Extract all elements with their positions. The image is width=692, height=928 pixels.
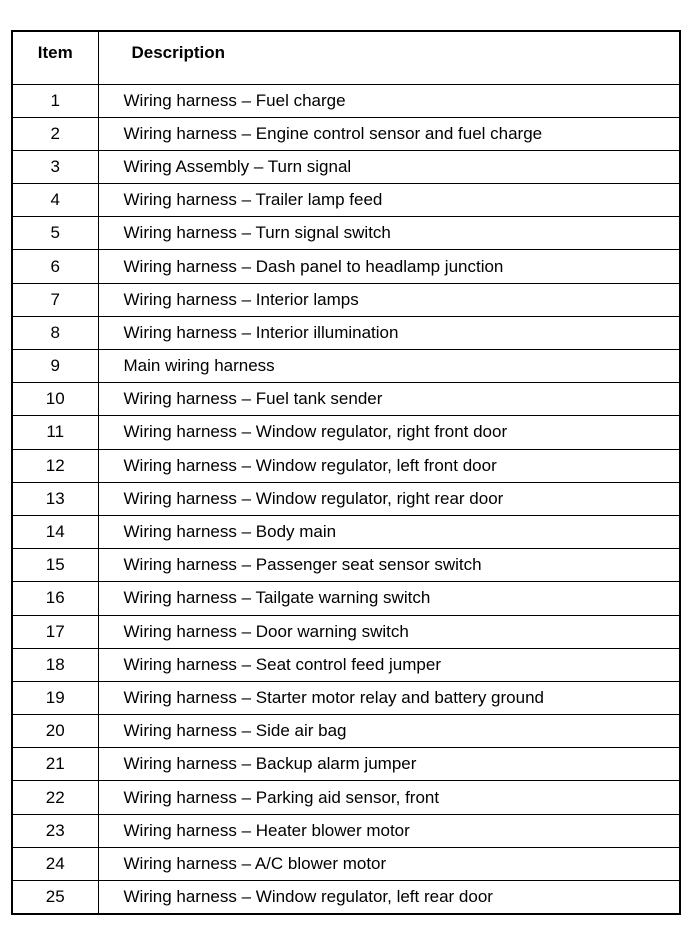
table-row [12,416,680,449]
description-cell: Wiring harness – A/C blower motor [98,847,680,880]
item-number-cell: 24 [12,847,98,880]
item-column-header: Item [12,31,98,84]
description-cell: Wiring harness – Trailer lamp feed [98,184,680,217]
table-body [12,84,680,914]
table-row [12,250,680,283]
description-cell: Wiring harness – Body main [98,515,680,548]
table-row [12,383,680,416]
item-number-cell: 18 [12,648,98,681]
description-cell: Wiring harness – Engine control sensor and fuel charge [98,117,680,150]
table-row [12,781,680,814]
table-row [12,482,680,515]
description-cell: Wiring harness – Interior illumination [98,316,680,349]
table-row [12,150,680,183]
table-header [12,31,680,84]
item-number-cell: 9 [12,350,98,383]
description-cell: Wiring harness – Passenger seat sensor switch [98,549,680,582]
table-row [12,350,680,383]
description-cell: Wiring harness – Fuel charge [98,84,680,117]
item-number-cell: 8 [12,316,98,349]
item-number-cell: 6 [12,250,98,283]
table-row [12,748,680,781]
description-cell: Wiring harness – Dash panel to headlamp junction [98,250,680,283]
description-cell: Wiring harness – Tailgate warning switch [98,582,680,615]
table-row [12,615,680,648]
description-column-header: Description [98,31,680,84]
description-cell: Wiring harness – Parking aid sensor, front [98,781,680,814]
item-number-cell: 19 [12,681,98,714]
table-row [12,117,680,150]
table-row [12,648,680,681]
description-cell: Wiring harness – Fuel tank sender [98,383,680,416]
description-cell: Wiring harness – Window regulator, left front door [98,449,680,482]
description-cell: Wiring harness – Turn signal switch [98,217,680,250]
item-number-cell: 16 [12,582,98,615]
item-number-cell: 1 [12,84,98,117]
header-row [12,31,680,84]
description-cell: Wiring harness – Window regulator, left rear door [98,881,680,914]
table-row [12,715,680,748]
table-row [12,814,680,847]
table-row [12,217,680,250]
item-number-cell: 15 [12,549,98,582]
item-number-cell: 17 [12,615,98,648]
item-number-cell: 12 [12,449,98,482]
parts-table [11,30,681,915]
item-number-cell: 25 [12,881,98,914]
item-number-cell: 5 [12,217,98,250]
item-number-cell: 23 [12,814,98,847]
description-cell: Wiring Assembly – Turn signal [98,150,680,183]
table-row [12,449,680,482]
item-number-cell: 4 [12,184,98,217]
table-row [12,84,680,117]
table-row [12,582,680,615]
description-cell: Wiring harness – Door warning switch [98,615,680,648]
description-cell: Wiring harness – Heater blower motor [98,814,680,847]
item-number-cell: 21 [12,748,98,781]
item-number-cell: 11 [12,416,98,449]
table-row [12,881,680,914]
description-cell: Wiring harness – Seat control feed jumper [98,648,680,681]
table-row [12,316,680,349]
table-row [12,681,680,714]
description-cell: Wiring harness – Backup alarm jumper [98,748,680,781]
description-cell: Main wiring harness [98,350,680,383]
description-cell: Wiring harness – Interior lamps [98,283,680,316]
description-cell: Wiring harness – Starter motor relay and battery ground [98,681,680,714]
description-cell: Wiring harness – Side air bag [98,715,680,748]
table-row [12,549,680,582]
item-number-cell: 2 [12,117,98,150]
description-cell: Wiring harness – Window regulator, right front door [98,416,680,449]
item-number-cell: 14 [12,515,98,548]
description-cell: Wiring harness – Window regulator, right rear door [98,482,680,515]
table-row [12,515,680,548]
item-number-cell: 13 [12,482,98,515]
item-number-cell: 22 [12,781,98,814]
table-row [12,847,680,880]
table-row [12,283,680,316]
table-row [12,184,680,217]
item-number-cell: 3 [12,150,98,183]
item-number-cell: 20 [12,715,98,748]
item-number-cell: 7 [12,283,98,316]
item-number-cell: 10 [12,383,98,416]
